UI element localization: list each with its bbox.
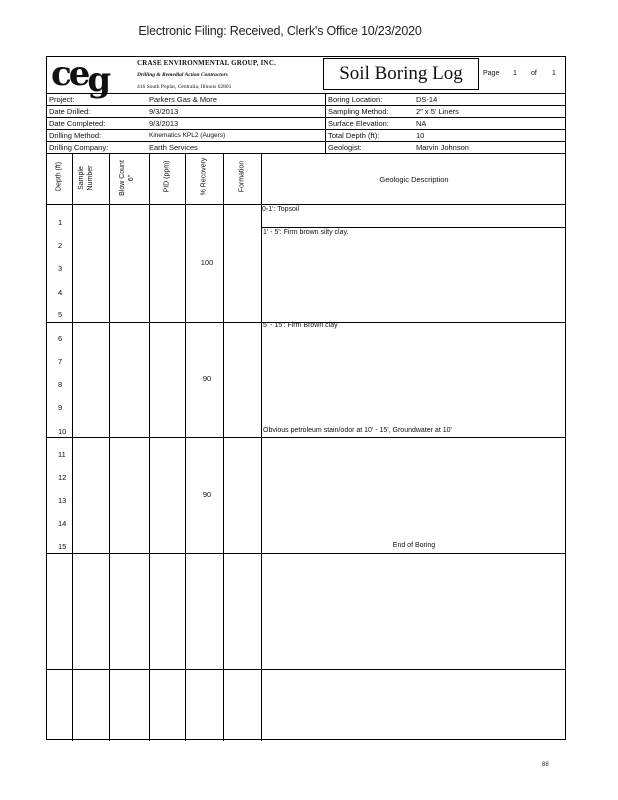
- company-logo: ceg: [51, 54, 109, 100]
- depth-label: 3: [58, 264, 63, 273]
- company-name: CRASE ENVIRONMENTAL GROUP, INC.: [137, 59, 277, 67]
- depth-label: 10: [58, 427, 67, 436]
- depth-label: 4: [58, 288, 63, 297]
- depth-label: 11: [58, 450, 66, 459]
- soil-boring-log-form: ceg CRASE ENVIRONMENTAL GROUP, INC. Drilling & Remedial Action Contractors 416 South Poplar, Centralia, Illinois 62801 Soil Boring Log Page 1 of 1 Project: Parkers Gas & More Date Drilled: 9/3/2013 Date Completed: 9/3/2013 Drilling Method: Kinematics KPL2 (Augers) Drilling Company: Earth Services Boring Location: DS-14 Sampling Method: 2" x 5' Liners Surface Elevation: NA Total Depth (ft): 10 Geologist: Marvin Johnson Depth (ft) Sample Number Blow Count 6" PID (ppm) % Recovery Formation Geologic Description 1 2 3 4 5 6 7 8 9 10 11 12 13 14 15 100 90 90 0-1': Topsoil 1' - 5': Firm brown silty clay. 5' - 15': Firm Brown clay Obvious petroleum stain/odor at 10' - 15', Groundwater at 10' End of Boring: [46, 56, 566, 740]
- col-sample: Sample Number: [78, 165, 94, 191]
- depth-label: 7: [58, 357, 63, 366]
- page-indicator: Page 1 of 1: [483, 70, 556, 77]
- depth-label: 13: [58, 496, 67, 505]
- depth-label: 9: [58, 403, 63, 412]
- depth-label: 5: [58, 310, 63, 319]
- description-entry: 1' - 5': Firm brown silty clay.: [263, 229, 349, 236]
- depth-label: 2: [58, 241, 63, 250]
- depth-label: 14: [58, 519, 67, 528]
- recovery-value: 90: [202, 374, 212, 383]
- filing-stamp: Electronic Filing: Received, Clerk's Office 10/23/2020: [138, 24, 422, 38]
- depth-label: 12: [58, 473, 67, 482]
- recovery-value: 90: [202, 490, 212, 499]
- end-of-boring-note: End of Boring: [392, 542, 436, 549]
- description-entry: 5' - 15': Firm Brown clay: [263, 322, 338, 329]
- col-description: Geologic Description: [379, 175, 449, 184]
- col-recovery: % Recovery: [200, 157, 208, 196]
- col-depth: Depth (ft): [55, 161, 63, 192]
- description-entry: 0-1': Topsoil: [262, 206, 300, 213]
- company-address: 416 South Poplar, Centralia, Illinois 62801: [137, 84, 232, 90]
- depth-label: 6: [58, 334, 63, 343]
- depth-label: 8: [58, 380, 63, 389]
- page-number: 88: [542, 762, 549, 768]
- recovery-value: 100: [200, 258, 214, 267]
- col-pid: PID (ppm): [163, 160, 171, 193]
- col-blow-count: Blow Count 6": [119, 160, 135, 196]
- log-title: Soil Boring Log: [323, 58, 479, 90]
- depth-label: 15: [58, 542, 67, 551]
- depth-label: 1: [58, 218, 63, 227]
- col-formation: Formation: [238, 160, 246, 193]
- description-entry: Obvious petroleum stain/odor at 10' - 15', Groundwater at 10': [263, 427, 452, 434]
- company-tagline: Drilling & Remedial Action Contractors: [137, 72, 228, 78]
